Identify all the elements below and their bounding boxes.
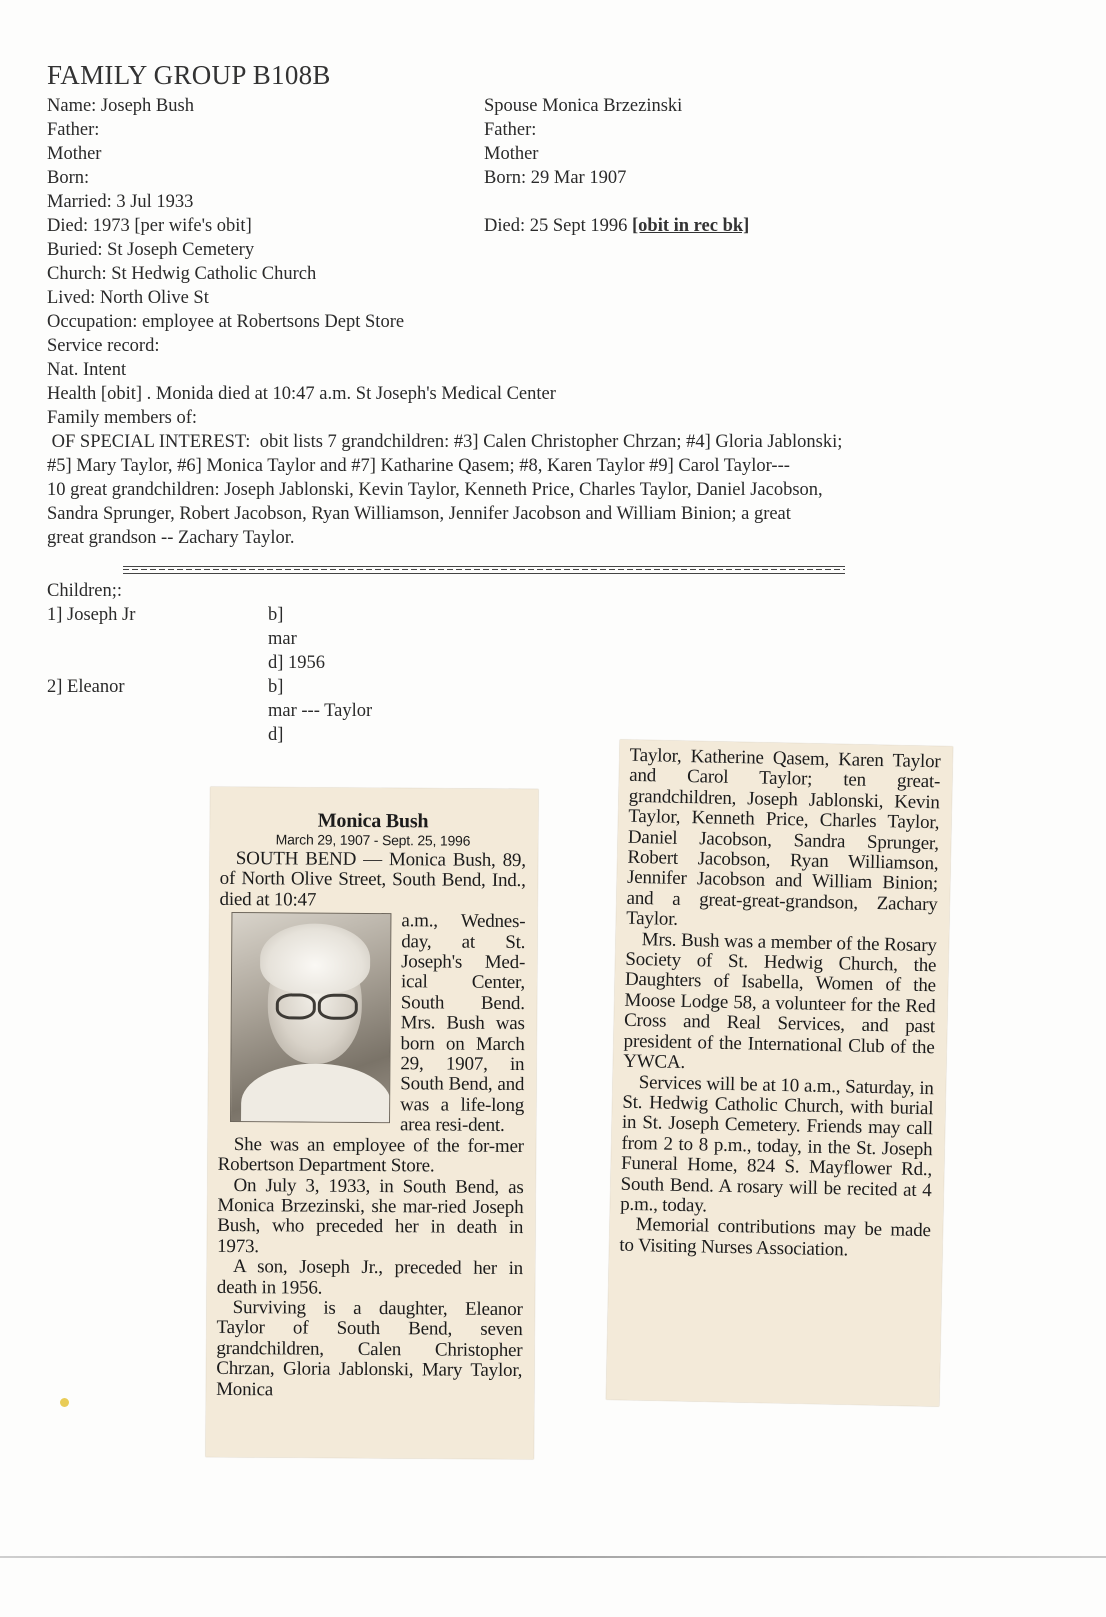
separator <box>123 566 845 574</box>
father-line: Father: <box>47 120 100 140</box>
scan-edge <box>0 1556 1106 1558</box>
buried-line: Buried: St Joseph Cemetery <box>47 240 255 260</box>
obit-link[interactable]: [obit in rec bk] <box>632 216 750 236</box>
born-line: Born: <box>47 168 90 188</box>
nat-intent-line: Nat. Intent <box>47 360 127 380</box>
special-interest-line: 10 great grandchildren: Joseph Jablonski, Kevin Taylor, Kenneth Price, Charles Taylor, Daniel Jacobson, <box>47 480 823 500</box>
church-line: Church: St Hedwig Catholic Church <box>47 264 317 284</box>
obituary-paragraph: She was an employee of the for-mer Robertson Department Store. <box>217 1133 524 1177</box>
spouse-line: Spouse Monica Brzezinski <box>484 96 683 116</box>
child-birth: b] <box>268 677 284 697</box>
obituary-paragraph: On July 3, 1933, in South Bend, as Monica Brzezinski, she mar-ried Joseph Bush, who preceded her in death in 1973. <box>217 1174 524 1257</box>
child-death: d] <box>268 725 284 745</box>
obituary-text: a.m., Wednes-day, at St. Joseph's Med-ical Center, South Bend. Mrs. Bush was born on March 29, 1907, in South Bend, and was a life-long area resi-dent. <box>399 910 526 1137</box>
obituary-paragraph: Mrs. Bush was a member of the Rosary Society of St. Hedwig Church, the Daughters of Isabella, Women of the Moose Lodge 58, a volunteer for the Red Cross and Real Services, and past president of the International Club of the YWCA. <box>622 928 937 1074</box>
obituary-paragraph: Surviving is a daughter, Eleanor Taylor of South Bend, seven grandchildren, Calen Christopher Chrzan, Gloria Jablonski, Mary Taylor, Monica <box>216 1296 523 1400</box>
child-birth: b] <box>268 605 284 625</box>
special-interest-line: OF SPECIAL INTEREST: obit lists 7 grandchildren: #3] Calen Christopher Chrzan; #4] Gloria Jablonski; <box>47 432 843 452</box>
child-death: d] 1956 <box>268 653 326 673</box>
obituary-paragraph: Taylor, Katherine Qasem, Karen Taylor and Carol Taylor; ten great-grandchildren, Joseph Jablonski, Kevin Taylor, Kenneth Price, Charles Taylor, Daniel Jacobson, Sandra Sprunger, Robert Jacobson, Ryan Williamson, Jennifer Jacobson and William Binion; and a great-great-grandson, Zachary Taylor. <box>625 744 941 931</box>
obituary-lead: SOUTH BEND — Monica Bush, 89, of North Olive Street, South Bend, Ind., died at 10:47 <box>219 848 526 911</box>
spouse-died-line <box>484 215 749 237</box>
child-marriage: mar --- Taylor <box>268 701 373 721</box>
lived-line: Lived: North Olive St <box>47 288 209 308</box>
obituary-clipping-2 <box>606 740 953 1407</box>
special-interest-line: Sandra Sprunger, Robert Jacobson, Ryan Williamson, Jennifer Jacobson and William Binion; a great <box>47 504 791 524</box>
children-header: Children;: <box>47 581 123 601</box>
obituary-clipping-1 <box>206 787 539 1459</box>
special-interest-line: #5] Mary Taylor, #6] Monica Taylor and #7] Katharine Qasem; #8, Karen Taylor #9] Carol Taylor--- <box>47 456 790 476</box>
spouse-father-line: Father: <box>484 120 537 140</box>
child-name: 1] Joseph Jr <box>47 605 136 625</box>
child-marriage: mar <box>268 629 297 649</box>
spouse-died-text: Died: 25 Sept 1996 <box>484 216 632 236</box>
spouse-mother-line: Mother <box>484 144 539 164</box>
obituary-headline: Monica Bush <box>317 809 429 833</box>
special-interest-line: great grandson -- Zachary Taylor. <box>47 528 295 548</box>
obituary-paragraph: A son, Joseph Jr., preceded her in death in 1956. <box>216 1256 524 1299</box>
service-line: Service record: <box>47 336 160 356</box>
married-line: Married: 3 Jul 1933 <box>47 192 194 212</box>
died-line: Died: 1973 [per wife's obit] <box>47 216 252 236</box>
mother-line: Mother <box>47 144 102 164</box>
obituary-photo <box>230 912 391 1123</box>
child-name: 2] Eleanor <box>47 677 125 697</box>
health-line: Health [obit] . Monida died at 10:47 a.m. St Joseph's Medical Center <box>47 384 556 404</box>
spouse-born-line: Born: 29 Mar 1907 <box>484 168 627 188</box>
obituary-paragraph: Memorial contributions may be made to Visiting Nurses Association. <box>619 1214 931 1261</box>
family-members-line: Family members of: <box>47 408 198 428</box>
name-line: Name: Joseph Bush <box>47 96 194 116</box>
page-title: FAMILY GROUP B108B <box>47 60 331 90</box>
occupation-line: Occupation: employee at Robertsons Dept Store <box>47 312 405 332</box>
paper-mark <box>60 1398 69 1407</box>
obituary-dates: March 29, 1907 - Sept. 25, 1996 <box>275 831 471 849</box>
obituary-paragraph: Services will be at 10 a.m., Saturday, in St. Hedwig Catholic Church, with burial in St. Joseph Cemetery. Friends may call from 2 to 8 p.m., today, in the St. Joseph Funeral Home, 824 S. Mayflower Rd., South Bend. A rosary will be recited at 4 p.m., today. <box>619 1071 934 1217</box>
